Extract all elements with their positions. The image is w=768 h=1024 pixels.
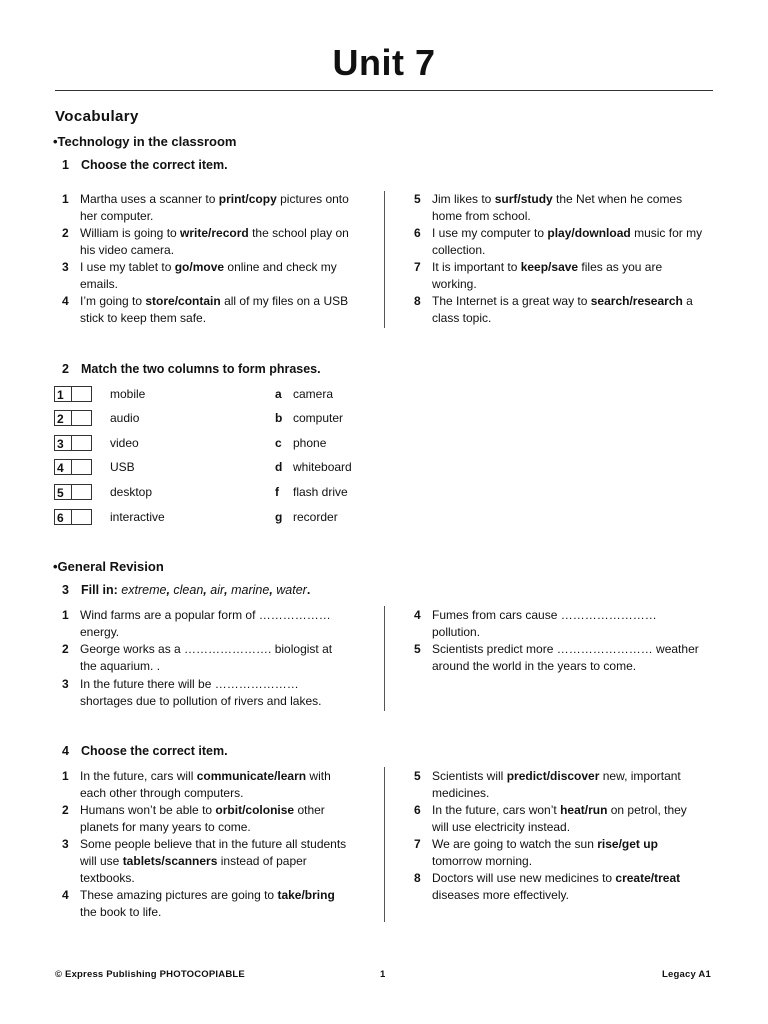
match-left-term: video — [110, 436, 139, 450]
exercise-1-heading — [62, 158, 228, 172]
match-left-term: audio — [110, 411, 140, 425]
match-left-term: USB — [110, 460, 135, 474]
answer-options: create/treat — [615, 871, 681, 885]
column-divider — [384, 606, 385, 711]
item-text: The Internet is a great way to search/research a class topic. — [432, 294, 693, 325]
topic-heading-technology: •Technology in the classroom — [53, 134, 237, 149]
item-number: 2 — [62, 226, 69, 240]
answer-options: predict/discover — [506, 769, 600, 783]
answer-options: surf/study — [494, 192, 553, 206]
word-bank-item: clean — [173, 583, 204, 597]
exercise-instruction: Choose the correct item. — [81, 158, 228, 172]
exercise-item — [62, 768, 352, 802]
match-left-term: desktop — [110, 485, 153, 499]
item-text: Scientists predict more …………………… weather around the world in the years to come. — [432, 642, 699, 673]
exercise-number: 2 — [62, 362, 69, 376]
exercise-item — [62, 676, 352, 710]
item-text: Doctors will use new medicines to create/treat diseases more effectively. — [432, 871, 681, 902]
item-text: In the future, cars will communicate/learn with each other through computers. — [80, 769, 331, 800]
match-letter: b — [275, 411, 283, 425]
item-number: 2 — [62, 803, 69, 817]
footer-copyright: © Express Publishing PHOTOCOPIABLE — [55, 969, 245, 980]
answer-number-box: 6 — [54, 509, 72, 525]
word-bank: extreme, clean, air, marine, water — [121, 583, 307, 597]
item-text: It is important to keep/save files as you are working. — [432, 260, 663, 291]
item-number: 7 — [414, 837, 421, 851]
footer-book-title: Legacy A1 — [662, 969, 711, 980]
item-number: 3 — [62, 677, 69, 691]
item-number: 3 — [62, 837, 69, 851]
exercise-item — [62, 887, 352, 921]
match-row — [54, 410, 474, 428]
answer-box[interactable] — [72, 386, 92, 402]
column-divider — [384, 767, 385, 922]
match-left-term: mobile — [110, 387, 146, 401]
match-right-term: whiteboard — [293, 460, 352, 474]
exercise-2-heading — [62, 362, 321, 376]
answer-options: heat/run — [560, 803, 608, 817]
match-right-term: camera — [293, 387, 334, 401]
item-number: 8 — [414, 871, 421, 885]
exercise-item — [414, 836, 704, 870]
exercise-item — [62, 641, 352, 675]
item-text: Fumes from cars cause …………………… pollution. — [432, 608, 657, 639]
item-number: 6 — [414, 226, 421, 240]
answer-options: keep/save — [520, 260, 579, 274]
exercise-item — [62, 802, 352, 836]
item-number: 8 — [414, 294, 421, 308]
exercise-item — [414, 293, 704, 327]
match-letter: a — [275, 387, 282, 401]
exercise-item — [62, 607, 352, 641]
item-number: 4 — [62, 294, 69, 308]
exercise-number: 1 — [62, 158, 69, 172]
match-right-term: phone — [293, 436, 327, 450]
exercise-number: 4 — [62, 744, 69, 758]
answer-box[interactable] — [72, 484, 92, 500]
item-number: 4 — [62, 888, 69, 902]
word-bank-item: water — [276, 583, 307, 597]
item-text: Scientists will predict/discover new, important medicines. — [432, 769, 681, 800]
exercise-item — [414, 768, 704, 802]
item-number: 2 — [62, 642, 69, 656]
item-number: 7 — [414, 260, 421, 274]
item-text: George works as a …………………. biologist at the aquarium. . — [80, 642, 333, 673]
column-divider — [384, 191, 385, 328]
title-divider — [55, 90, 713, 91]
word-bank-item: extreme — [121, 583, 167, 597]
answer-options: write/record — [180, 226, 249, 240]
match-letter: c — [275, 436, 282, 450]
exercise-item — [62, 836, 352, 887]
match-letter: d — [275, 460, 283, 474]
match-letter: g — [275, 510, 283, 524]
answer-box[interactable] — [72, 410, 92, 426]
item-text: I’m going to store/contain all of my files on a USB stick to keep them safe. — [80, 294, 349, 325]
answer-box[interactable] — [72, 459, 92, 475]
footer-page-number: 1 — [380, 969, 386, 980]
match-row — [54, 484, 474, 502]
answer-options: print/copy — [218, 192, 277, 206]
answer-options: take/bring — [277, 888, 335, 902]
exercise-item — [414, 259, 704, 293]
item-text: William is going to write/record the school play on his video camera. — [80, 226, 349, 257]
topic-heading-general-revision: •General Revision — [53, 559, 164, 574]
match-letter: f — [275, 485, 279, 499]
answer-box[interactable] — [72, 435, 92, 451]
exercise-item — [414, 191, 704, 225]
answer-number-box: 5 — [54, 484, 72, 500]
answer-number-box: 2 — [54, 410, 72, 426]
answer-number-box: 3 — [54, 435, 72, 451]
match-row — [54, 435, 474, 453]
fill-in-label: Fill in: — [81, 583, 118, 597]
answer-options: tablets/scanners — [122, 854, 218, 868]
item-number: 5 — [414, 192, 421, 206]
exercise-item — [62, 225, 352, 259]
answer-options: search/research — [590, 294, 683, 308]
item-number: 3 — [62, 260, 69, 274]
item-number: 4 — [414, 608, 421, 622]
section-title: Vocabulary — [55, 108, 139, 125]
answer-number-box: 1 — [54, 386, 72, 402]
match-row — [54, 459, 474, 477]
exercise-item — [414, 802, 704, 836]
answer-number-box: 4 — [54, 459, 72, 475]
item-text: These amazing pictures are going to take/bring the book to life. — [80, 888, 335, 919]
answer-options: play/download — [547, 226, 631, 240]
answer-options: communicate/learn — [196, 769, 307, 783]
page-title: Unit 7 — [332, 42, 436, 83]
exercise-number: 3 — [62, 583, 69, 597]
exercise-instruction: Match the two columns to form phrases. — [81, 362, 321, 376]
item-text: Humans won’t be able to orbit/colonise other planets for many years to come. — [80, 803, 325, 834]
answer-box[interactable] — [72, 509, 92, 525]
item-text: Some people believe that in the future all students will use tablets/scanners instead of paper textbooks. — [80, 837, 347, 885]
item-text: I use my computer to play/download music for my collection. — [432, 226, 703, 257]
exercise-item — [62, 191, 352, 225]
item-text: We are going to watch the sun rise/get up tomorrow morning. — [432, 837, 658, 868]
exercise-item — [414, 870, 704, 904]
item-text: In the future, cars won’t heat/run on petrol, they will use electricity instead. — [432, 803, 687, 834]
exercise-item — [62, 293, 352, 327]
exercise-3-heading: 3 Fill in: extreme, clean, air, marine, water. — [62, 583, 311, 597]
answer-options: go/move — [174, 260, 225, 274]
word-bank-item: air — [210, 583, 225, 597]
match-right-term: recorder — [293, 510, 338, 524]
item-text: Wind farms are a popular form of ……………… energy. — [80, 608, 331, 639]
answer-options: orbit/colonise — [215, 803, 295, 817]
exercise-item — [62, 259, 352, 293]
answer-options: store/contain — [145, 294, 221, 308]
item-text: I use my tablet to go/move online and check my emails. — [80, 260, 337, 291]
word-bank-item: marine — [231, 583, 270, 597]
item-text: In the future there will be ………………… shortages due to pollution of rivers and lakes. — [80, 677, 322, 708]
match-right-term: flash drive — [293, 485, 348, 499]
answer-options: rise/get up — [597, 837, 658, 851]
exercise-item — [414, 225, 704, 259]
item-text: Martha uses a scanner to print/copy pictures onto her computer. — [80, 192, 349, 223]
item-text: Jim likes to surf/study the Net when he comes home from school. — [432, 192, 683, 223]
match-right-term: computer — [293, 411, 344, 425]
exercise-instruction: Choose the correct item. — [81, 744, 228, 758]
exercise-4-heading — [62, 744, 228, 758]
item-number: 1 — [62, 192, 69, 206]
exercise-item — [414, 641, 704, 675]
item-number: 5 — [414, 769, 421, 783]
match-row — [54, 509, 474, 527]
match-row — [54, 386, 474, 404]
item-number: 5 — [414, 642, 421, 656]
item-number: 6 — [414, 803, 421, 817]
item-number: 1 — [62, 608, 69, 622]
match-left-term: interactive — [110, 510, 165, 524]
exercise-item — [414, 607, 704, 641]
item-number: 1 — [62, 769, 69, 783]
